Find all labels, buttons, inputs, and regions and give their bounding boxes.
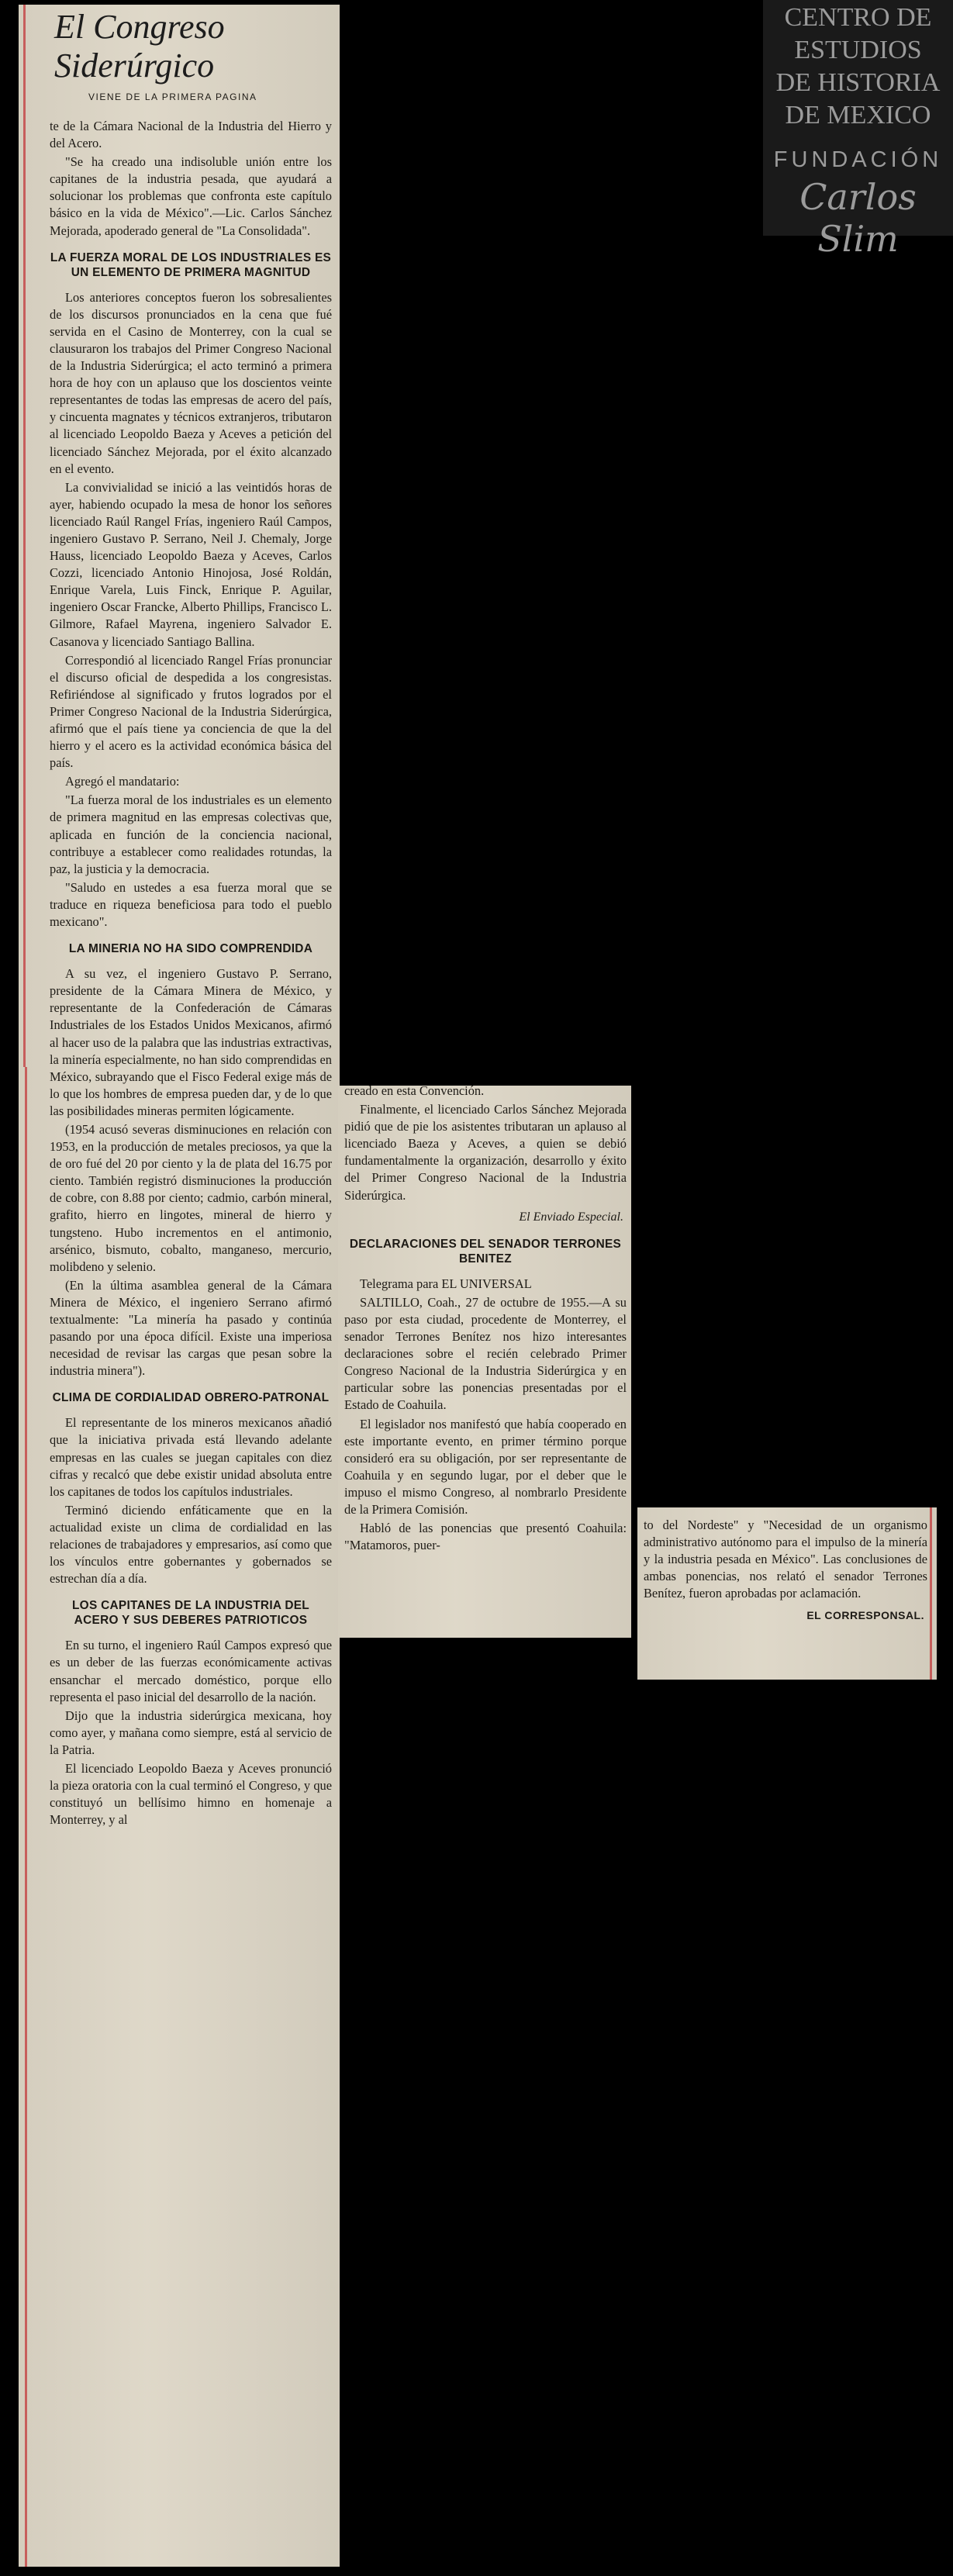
paragraph: Dijo que la industria siderúrgica mexicana, hoy como ayer, y mañana como siempre, está al servicio de la Patria.	[50, 1708, 332, 1757]
paragraph: "Se ha creado una indisoluble unión entre los capitanes de la industria pesada, que ayudará a solucionar los problemas que confronta este capítulo básico en la vida de México".—Lic. Carlos Sánchez Mejorada, apoderado general de "La Consolidada".	[50, 154, 332, 238]
paragraph: A su vez, el ingeniero Gustavo P. Serrano, presidente de la Cámara Minera de México, y representante de la Confederación de Cámaras Industriales de los Estados Unidos Mexicanos, afirmó al hacer uso de la palabra que las industrias extractivas, la minería especialmente, no han sido comprendidas en México, subrayando que el Fisco Federal exige más de lo que los hombres de empresa pueden dar, y de lo que las posibilidades mineras permiten lógicamente.	[50, 966, 332, 1118]
paragraph: "La fuerza moral de los industriales es un elemento de primera magnitud en las empresas colectivas que, aplicada en función de la conciencia nacional, contribuye a establecer como realidades rotundas, la paz, la justicia y la democracia.	[50, 792, 332, 876]
paragraph: creado en esta Convención.	[344, 1083, 485, 1098]
paragraph: La convivialidad se inició a las veintidós horas de ayer, habiendo ocupado la mesa de honor los señores licenciado Raúl Rangel Frías, ingeniero Raúl Campos, ingeniero Gustavo P. Serrano, Neil J. Chemaly, Jorge Hauss, licenciado Leopoldo Baeza y Aceves, Carlos Cozzi, licenciado Antonio Hinojosa, José Roldán, Enrique Varela, Luis Finck, Enrique P. Aguilar, ingeniero Oscar Francke, Alberto Phillips, Francisco L. Gilmore, Rafael Mayrena, ingeniero Salvador E. Casanova y licenciado Santiago Ballina.	[50, 479, 332, 649]
masthead	[54, 8, 302, 102]
paragraph: (1954 acusó severas disminuciones en relación con 1953, en la producción de metales preciosos, ya que la de oro fué del 20 por ciento y la de plata del 16.75 por ciento. También registró disminuciones la producción de cobre, con 8.88 por ciento; cadmio, carbón mineral, grafito, hierro en lingotes, mineral de hierro y tungsteno. Hubo incrementos en el antimonio, arsénico, bismuto, cobalto, manganeso, mercurio, molibdeno y selenio.	[50, 1121, 332, 1274]
red-edge-mark	[23, 5, 26, 1067]
watermark-foundation: FUNDACIÓN	[773, 147, 943, 172]
byline-special-envoy: El Enviado Especial.	[519, 1210, 623, 1224]
paragraph: Telegrama para EL UNIVERSAL	[360, 1276, 532, 1291]
watermark-signature: Carlos Slim	[799, 176, 917, 260]
paragraph: Finalmente, el licenciado Carlos Sánchez Mejorada pidió que de pie los asistentes tributaran un aplauso al licenciado Baeza y Aceves, a quien se debió fundamentalmente la organización, desarrollo y éxito del Primer Congreso Nacional de la Industria Siderúrgica.	[344, 1102, 627, 1203]
article-title-line1: El Congreso	[54, 8, 225, 46]
watermark-line: DE HISTORIA	[775, 68, 941, 97]
section-heading: LOS CAPITANES DE LA INDUSTRIA DEL ACERO Y SUS DEBERES PATRIOTICOS	[71, 1599, 310, 1628]
paragraph: Correspondió al licenciado Rangel Frías pronunciar el discurso oficial de despedida a los congresistas. Refiriéndose al significado y frutos logrados por el Primer Congreso Nacional de la Industria Siderúrgica, afirmó que el país tiene ya conciencia de que la del hierro y el acero es la actividad económica básica del país.	[50, 652, 332, 771]
article-column-left	[50, 118, 332, 1830]
continued-from-note: VIENE DE LA PRIMERA PAGINA	[88, 92, 257, 102]
red-edge-mark	[25, 1067, 27, 2567]
red-edge-mark	[930, 1507, 932, 1680]
byline-correspondent: EL CORRESPONSAL.	[806, 1609, 924, 1622]
paragraph: Los anteriores conceptos fueron los sobresalientes de los discursos pronunciados en la cena que fué servida en el Casino de Monterrey, con la cual se clausuraron los trabajos del Primer Congreso Nacional de la Industria Siderúrgica; el acto terminó a primera hora de hoy con un aplauso que los doscientos veinte representantes de todas las empresas de acero del país, y cincuenta magnates y técnicos extranjeros, tributaron al licenciado Leopoldo Baeza y Aceves a petición del licenciado Sánchez Mejorada, por el éxito alcanzado en el evento.	[50, 289, 332, 476]
section-heading: LA MINERIA NO HA SIDO COMPRENDIDA	[68, 942, 313, 956]
archive-watermark	[763, 0, 953, 260]
paragraph: Agregó el mandatario:	[65, 774, 180, 789]
paragraph: El representante de los mineros mexicanos añadió que la iniciativa privada está llevando adelante empresas en las cuales se juegan capitales con diez cifras y recalcó que debe existir unidad absoluta entre los capitanes de todos los capítulos industriales.	[50, 1415, 332, 1499]
paragraph: to del Nordeste" y "Necesidad de un organismo administrativo autónomo para el impulso de la minería y la industria pesada en México". Las conclusiones de ambas ponencias, nos relató el senador Terrones Benítez, fueron aprobadas por aclamación.	[644, 1518, 927, 1601]
section-heading: CLIMA DE CORDIALIDAD OBRERO-PATRONAL	[52, 1391, 330, 1405]
paragraph: Habló de las ponencias que presentó Coahuila: "Matamoros, puer-	[344, 1521, 627, 1553]
paragraph: Terminó diciendo enfáticamente que en la actualidad existe un clima de cordialidad en las relaciones de trabajadores y empresarios, así como que los vínculos entre gobernantes y gobernados se estrechan día a día.	[50, 1502, 332, 1587]
watermark-line: DE MEXICO	[785, 101, 931, 129]
article-column-middle	[344, 1083, 627, 1556]
watermark-line: ESTUDIOS	[794, 36, 922, 64]
section-heading: DECLARACIONES DEL SENADOR TERRONES BENITEZ	[349, 1237, 622, 1266]
paragraph: El legislador nos manifestó que había cooperado en este importante evento, en primer término porque consideró era su obligación, por ser representante de Coahuila y en segundo lugar, por el deber que le impuso el mismo Congreso, al nombrarlo Presidente de la Primera Comisión.	[344, 1416, 627, 1517]
paragraph: "Saludo en ustedes a esa fuerza moral que se traduce en riqueza beneficiosa para todo el pueblo mexicano".	[50, 879, 332, 930]
paragraph: El licenciado Leopoldo Baeza y Aceves pronunció la pieza oratoria con la cual terminó el Congreso, y que constituyó un bellísimo himno en homenaje a Monterrey, y al	[50, 1760, 332, 1828]
article-column-right	[644, 1517, 927, 1635]
paragraph: (En la última asamblea general de la Cámara Minera de México, el ingeniero Serrano afirmó textualmente: "La minería ha pasado y continúa pasando por una época difícil. Existe una imperiosa necesidad de revisar las cargas que pesan sobre la industria minera").	[50, 1277, 332, 1379]
article-title-line2: Siderúrgico	[54, 47, 215, 85]
watermark-line: CENTRO DE	[784, 3, 932, 32]
paragraph: SALTILLO, Coah., 27 de octubre de 1955.—A su paso por esta ciudad, procedente de Monterrey, el senador Terrones Benítez nos hizo interesantes declaraciones sobre el recién celebrado Primer Congreso Nacional de la Industria Siderúrgica y en particular sobre las ponencias presentadas por el Estado de Coahuila.	[344, 1294, 627, 1413]
paragraph: En su turno, el ingeniero Raúl Campos expresó que es un deber de las fuerzas económicamente activas ensanchar el mercado doméstico, porque ello representa el paso inicial del desarrollo de la nación.	[50, 1638, 332, 1704]
section-heading: LA FUERZA MORAL DE LOS INDUSTRIALES ES UN ELEMENTO DE PRIMERA MAGNITUD	[50, 250, 332, 279]
paragraph: te de la Cámara Nacional de la Industria del Hierro y del Acero.	[50, 119, 332, 151]
